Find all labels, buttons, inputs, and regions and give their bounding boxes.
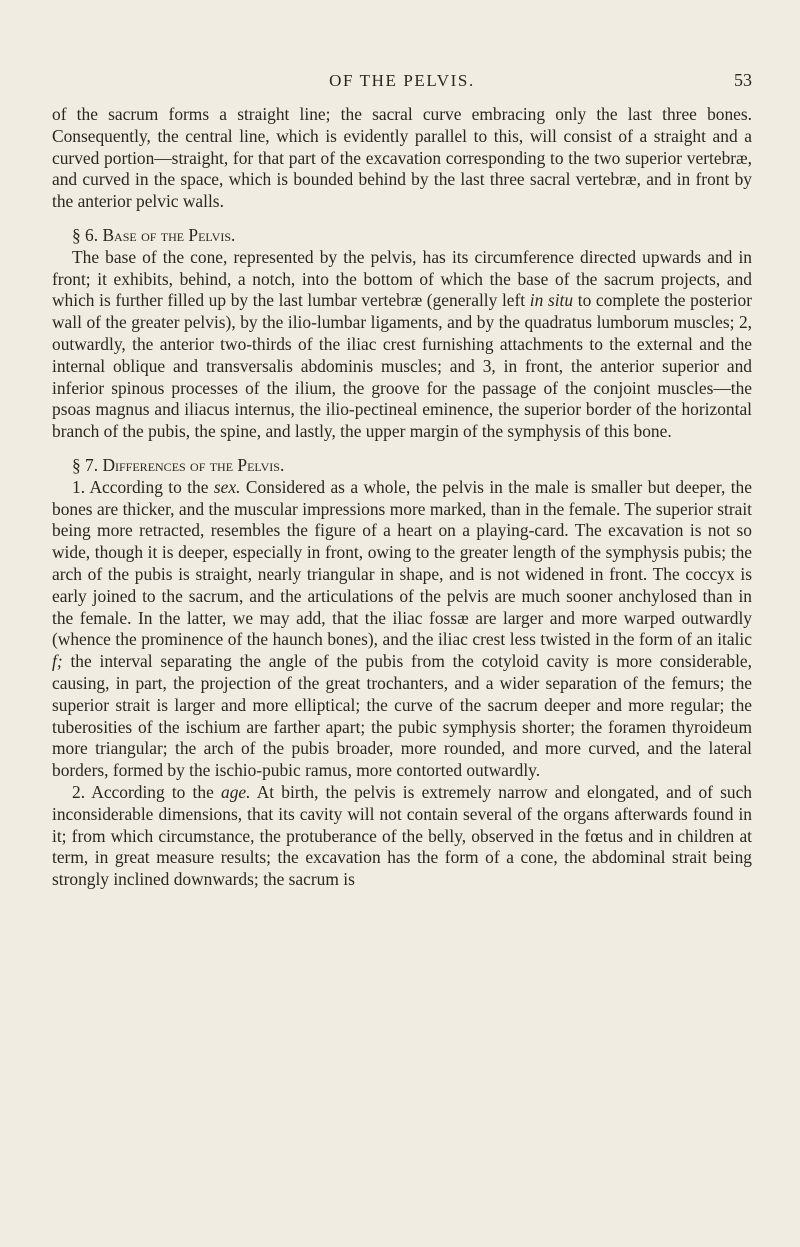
section-7-paragraph-sex: [52, 477, 752, 782]
intro-paragraph: of the sacrum forms a straight line; the sacral curve embracing only the last three bones. Consequently, the central line, which is evidently parallel to this, will consist of a straight and a curved portion—straight, for that part of the excavation corresponding to the two superior vertebræ, and curved in the space, which is bounded behind by the last three sacral vertebræ, and in front by the anterior pelvic walls.: [52, 104, 752, 212]
running-head: [52, 70, 752, 96]
section-7-italic-f: f;: [52, 651, 63, 672]
section-6-paragraph: [52, 247, 752, 443]
section-6-number: § 6.: [72, 224, 99, 245]
section-7-number: § 7.: [72, 454, 99, 475]
section-6-italic-in-situ: in situ: [529, 290, 574, 311]
page-number: 53: [734, 70, 752, 90]
running-title: OF THE PELVIS.: [329, 71, 475, 90]
section-7-title: Differences of the Pelvis.: [102, 454, 285, 475]
section-7-heading: [52, 455, 752, 477]
section-7-sex-start: 1. According to the: [72, 476, 209, 497]
section-6-heading: [52, 225, 752, 247]
section-6-text-b: to complete the posterior wall of the greater pelvis), by the ilio-lumbar ligaments, and by the quadratus lumborum muscles; 2, outwardly, the anterior two-thirds of the iliac crest furnishing attachments to the external and the internal oblique and transversalis abdominis muscles; and 3, in front, the anterior superior and inferior spinous processes of the ilium, the groove for the passage of the conjoint muscles—the psoas magnus and iliacus internus, the ilio-pectineal eminence, the superior border of the horizontal branch of the pubis, the spine, and lastly, the upper margin of the symphysis of this bone.: [52, 290, 752, 442]
section-7-sex-end: the interval separating the angle of the pubis from the cotyloid cavity is more considerable, causing, in part, the projection of the great trochanters, and a wider separation of the femurs; the superior strait is larger and more elliptical; the curve of the sacrum deeper and more regular; the tuberosities of the ischium are farther apart; the pubic symphysis shorter; the foramen thyroideum more triangular; the arch of the pubis broader, more rounded, and more curved, and the lateral borders, formed by the ischio-pubic ramus, more contorted outwardly.: [52, 651, 752, 781]
book-page: [52, 70, 752, 891]
section-7-sex-italic: sex.: [213, 476, 241, 497]
section-7-age-text: At birth, the pelvis is extremely narrow and elongated, and of such inconsiderable dimensions, that its cavity will not contain several of the organs afterwards found in it; from which circumstance, the protuberance of the belly, observed in the fœtus and in children at term, in great measure results; the excavation has the form of a cone, the abdominal strait being strongly inclined downwards; the sacrum is: [52, 781, 752, 890]
section-7-age-start: 2. According to the: [72, 781, 214, 802]
section-7-age-italic: age.: [221, 781, 251, 802]
section-7-sex-text: Considered as a whole, the pelvis in the male is smaller but deeper, the bones are thicker, and the muscular impressions more marked, than in the female. The superior strait being more retracted, resembles the figure of a heart on a playing-card. The excavation is not so wide, though it is deeper, especially in front, owing to the greater length of the symphysis pubis; the arch of the pubis is straight, nearly triangular in shape, and is not widened in front. The coccyx is early joined to the sacrum, and the articulations of the pelvis are much sooner anchylosed than in the female. In the latter, we may add, that the iliac fossæ are larger and more warped outwardly (whence the prominence of the haunch bones), and the iliac crest less twisted in the form of an italic: [52, 476, 752, 650]
section-6-text-a: The base of the cone, represented by the pelvis, has its circumference directed upwards and in front; it exhibits, behind, a notch, into the bottom of which the base of the sacrum projects, and which is further filled up by the last lumbar vertebræ (generally left: [52, 246, 752, 311]
section-6-title: Base of the Pelvis.: [102, 224, 236, 245]
section-7-paragraph-age: [52, 782, 752, 891]
